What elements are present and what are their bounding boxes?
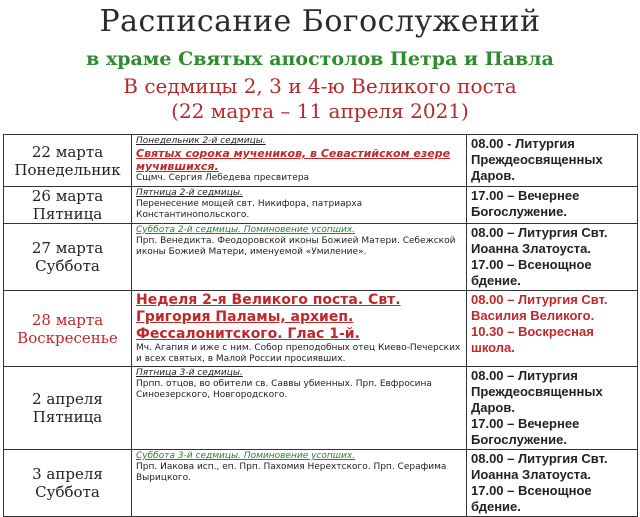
service-item: 17.00 – Вечернее Богослужение.	[471, 416, 580, 447]
services-cell	[467, 135, 638, 187]
day-cell	[4, 367, 132, 450]
services-cell	[467, 367, 638, 450]
commemoration-text: Прпп. отцов, во обители св. Саввы убиенных. Прп. Евфросина Синоезерского, Новгородского.	[136, 379, 432, 400]
commemoration-cell	[132, 187, 467, 224]
commemoration-cell	[132, 291, 467, 367]
weekday: Пятница	[32, 408, 103, 426]
commemoration-text: Прп. Иакова исп., еп. Прп. Пахомия Нерехтского. Прп. Серафима Вырицкого.	[136, 462, 447, 483]
weekday: Воскресенье	[17, 328, 118, 347]
day-label: Суббота 2-й седмицы. Поминовение усопших.	[136, 225, 356, 235]
service-item: 17.00 – Всенощное бдение.	[471, 483, 592, 514]
service-item: 17.00 – Всенощное бдение.	[471, 257, 592, 288]
day-label: Суббота 3-й седмицы. Поминовение усопших.	[136, 451, 356, 461]
commemoration-text: Сщмч. Сергия Лебедева пресвитера	[136, 173, 310, 183]
date: 26 марта	[31, 187, 104, 205]
day-label: Пятница 2-й седмицы.	[136, 188, 243, 198]
service-item: 17.00 – Вечернее Богослужение.	[471, 188, 580, 219]
commemoration-text: Прп. Венедикта. Феодоровской иконы Божией Матери. Себежской иконы Божией Матери, именуемой «Умиление».	[136, 236, 456, 257]
commemoration-cell	[132, 135, 467, 187]
period-line-1: В седмицы 2, 3 и 4-ю Великого поста	[123, 74, 517, 98]
table-row	[4, 367, 638, 450]
day-cell	[4, 291, 132, 367]
service-item: 08.00 – Литургия Свт. Иоанна Златоуста.	[471, 451, 608, 482]
day-cell	[4, 450, 132, 517]
date: 3 апреля	[32, 465, 103, 483]
feast-title: Святых сорока мучеников, в Севастийском езере мучившихся.	[136, 147, 451, 173]
weekday: Пятница	[32, 205, 103, 223]
commemoration-cell	[132, 224, 467, 291]
commemoration-cell	[132, 450, 467, 517]
date: 28 марта	[31, 310, 104, 329]
table-row	[4, 291, 638, 367]
table-row	[4, 135, 638, 187]
services-cell	[467, 450, 638, 517]
church-name: в храме Святых апостолов Петра и Павла	[86, 48, 554, 70]
service-item: 08.00 – Литургия Свт. Василия Великого.	[471, 292, 608, 323]
service-item: 08.00 – Литургия Преждеосвященных Даров.	[471, 368, 603, 415]
commemoration-text: Перенесение мощей свт. Никифора, патриарха Константинопольского.	[136, 199, 363, 220]
commemoration-cell	[132, 367, 467, 450]
day-cell	[4, 224, 132, 291]
services-cell	[467, 224, 638, 291]
schedule-table	[3, 134, 638, 517]
day-cell	[4, 135, 132, 187]
date: 22 марта	[31, 142, 104, 161]
page-title: Расписание Богослужений	[99, 4, 541, 39]
date: 27 марта	[31, 239, 104, 257]
period-line-2: (22 марта – 11 апреля 2021)	[171, 99, 469, 123]
day-label: Понедельник 2-й седмицы.	[136, 136, 266, 146]
table-row	[4, 450, 638, 517]
table-row	[4, 224, 638, 291]
services-cell	[467, 291, 638, 367]
weekday: Суббота	[35, 257, 100, 275]
day-cell	[4, 187, 132, 224]
commemoration-text: Мч. Агапия и иже с ним. Собор преподобных отец Киево-Печерских и всех святых, в Малой России просиявших.	[136, 343, 461, 364]
feast-title: Неделя 2-я Великого поста. Свт. Григория Паламы, архиеп. Фессалонитского. Глас 1-й.	[136, 292, 401, 342]
service-item: 08.00 – Литургия Свт. Иоанна Златоуста.	[471, 225, 608, 256]
weekday: Понедельник	[14, 160, 121, 179]
day-label: Пятница 3-й седмицы.	[136, 368, 243, 378]
services-cell	[467, 187, 638, 224]
date: 2 апреля	[32, 390, 103, 408]
table-row	[4, 187, 638, 224]
service-item: 08.00 - Литургия Преждеосвященных Даров.	[471, 136, 603, 183]
service-item: 10.30 – Воскресная школа.	[471, 324, 594, 355]
weekday: Суббота	[35, 483, 100, 501]
